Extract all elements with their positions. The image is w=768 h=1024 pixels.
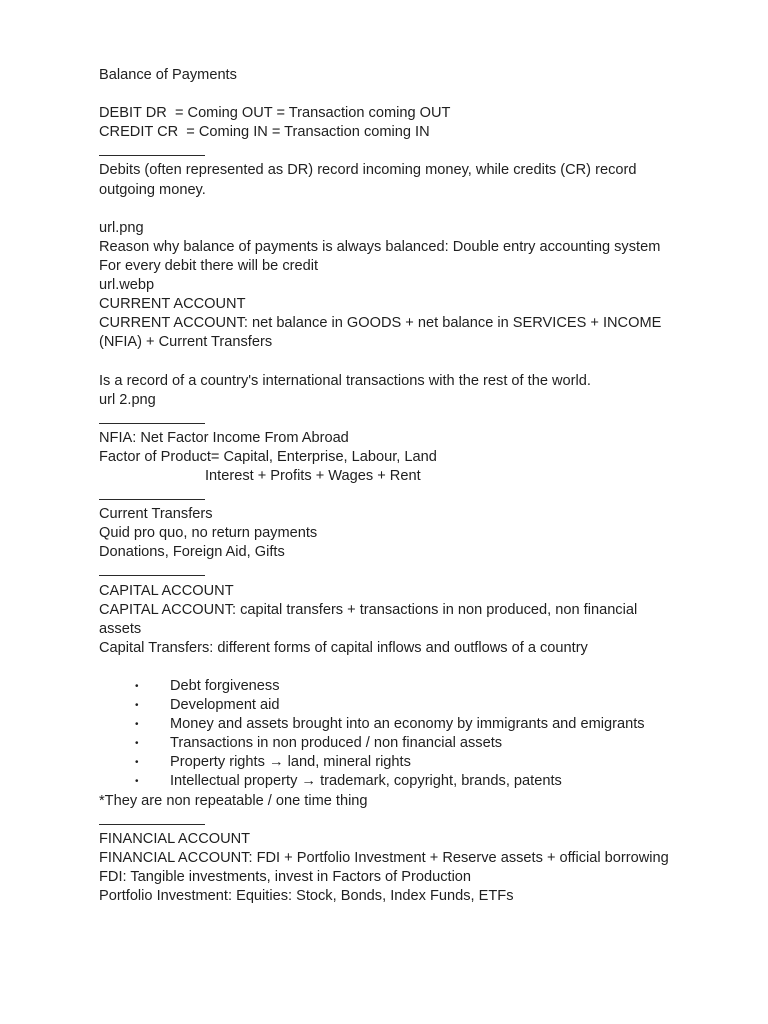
financial-account-heading: FINANCIAL ACCOUNT bbox=[99, 830, 251, 847]
bullet-icon: • bbox=[135, 681, 139, 692]
image-reference: url.png bbox=[99, 219, 144, 236]
list-item bbox=[99, 715, 674, 734]
current-account-description: Is a record of a country's international transactions with the rest of the world. bbox=[99, 372, 591, 389]
list-item-text: Development aid bbox=[170, 697, 280, 714]
list-item bbox=[99, 696, 674, 715]
image-reference: url 2.png bbox=[99, 391, 156, 408]
nfia-returns: Interest + Profits + Wages + Rent bbox=[205, 467, 421, 484]
bullet-icon: • bbox=[135, 719, 139, 731]
bullet-icon: • bbox=[135, 738, 139, 750]
portfolio-definition: Portfolio Investment: Equities: Stock, Bonds, Index Funds, ETFs bbox=[99, 888, 514, 905]
debit-credit-rule: For every debit there will be credit bbox=[99, 257, 318, 274]
debit-credit-note: Debits (often represented as DR) record incoming money, while credits (CR) record outgoing money. bbox=[99, 162, 641, 198]
bullet-icon: • bbox=[135, 776, 139, 788]
divider bbox=[99, 410, 674, 429]
fdi-definition: FDI: Tangible investments, invest in Factors of Production bbox=[99, 868, 472, 885]
list-item bbox=[99, 753, 674, 772]
image-reference: url.webp bbox=[99, 277, 155, 294]
list-item bbox=[99, 677, 674, 696]
divider bbox=[99, 562, 674, 581]
divider bbox=[99, 811, 674, 830]
capital-account-note: *They are non repeatable / one time thing bbox=[99, 792, 368, 809]
blank-line bbox=[99, 85, 674, 104]
current-account-heading: CURRENT ACCOUNT bbox=[99, 296, 246, 313]
divider bbox=[99, 142, 674, 161]
current-account-formula: CURRENT ACCOUNT: net balance in GOODS + net balance in SERVICES + INCOME (NFIA) + Current Transfers bbox=[99, 315, 666, 351]
list-item bbox=[99, 772, 674, 791]
financial-account-formula: FINANCIAL ACCOUNT: FDI + Portfolio Investment + Reserve assets + official borrowing bbox=[99, 849, 669, 866]
list-item bbox=[99, 734, 674, 753]
blank-line bbox=[99, 200, 674, 219]
credit-definition: CREDIT CR = Coming IN = Transaction coming IN bbox=[99, 124, 430, 141]
debit-definition: DEBIT DR = Coming OUT = Transaction coming OUT bbox=[99, 105, 451, 122]
list-item-text: Transactions in non produced / non financial assets bbox=[170, 735, 503, 752]
balanced-reason: Reason why balance of payments is always balanced: Double entry accounting system bbox=[99, 238, 661, 255]
capital-transfers-definition: Capital Transfers: different forms of capital inflows and outflows of a country bbox=[99, 639, 588, 656]
current-transfers-desc: Quid pro quo, no return payments bbox=[99, 525, 318, 542]
current-transfers-examples: Donations, Foreign Aid, Gifts bbox=[99, 544, 285, 561]
list-item-text: Debt forgiveness bbox=[170, 678, 280, 694]
blank-line bbox=[99, 352, 674, 371]
page-title: Balance of Payments bbox=[99, 67, 237, 83]
divider bbox=[99, 486, 674, 505]
list-item-text: Intellectual property → trademark, copyright, brands, patents bbox=[170, 773, 562, 790]
capital-account-formula: CAPITAL ACCOUNT: capital transfers + transactions in non produced, non financial assets bbox=[99, 601, 642, 637]
bullet-icon: • bbox=[135, 700, 139, 712]
current-transfers-heading: Current Transfers bbox=[99, 506, 213, 523]
nfia-factors: Factor of Product= Capital, Enterprise, Labour, Land bbox=[99, 448, 437, 465]
document-body bbox=[99, 66, 674, 906]
list-item-text: Money and assets brought into an economy by immigrants and emigrants bbox=[170, 716, 645, 733]
blank-line bbox=[99, 658, 674, 677]
list-item-text: Property rights → land, mineral rights bbox=[170, 754, 411, 771]
capital-account-heading: CAPITAL ACCOUNT bbox=[99, 582, 234, 599]
nfia-heading: NFIA: Net Factor Income From Abroad bbox=[99, 429, 349, 446]
bullet-icon: • bbox=[135, 757, 139, 769]
